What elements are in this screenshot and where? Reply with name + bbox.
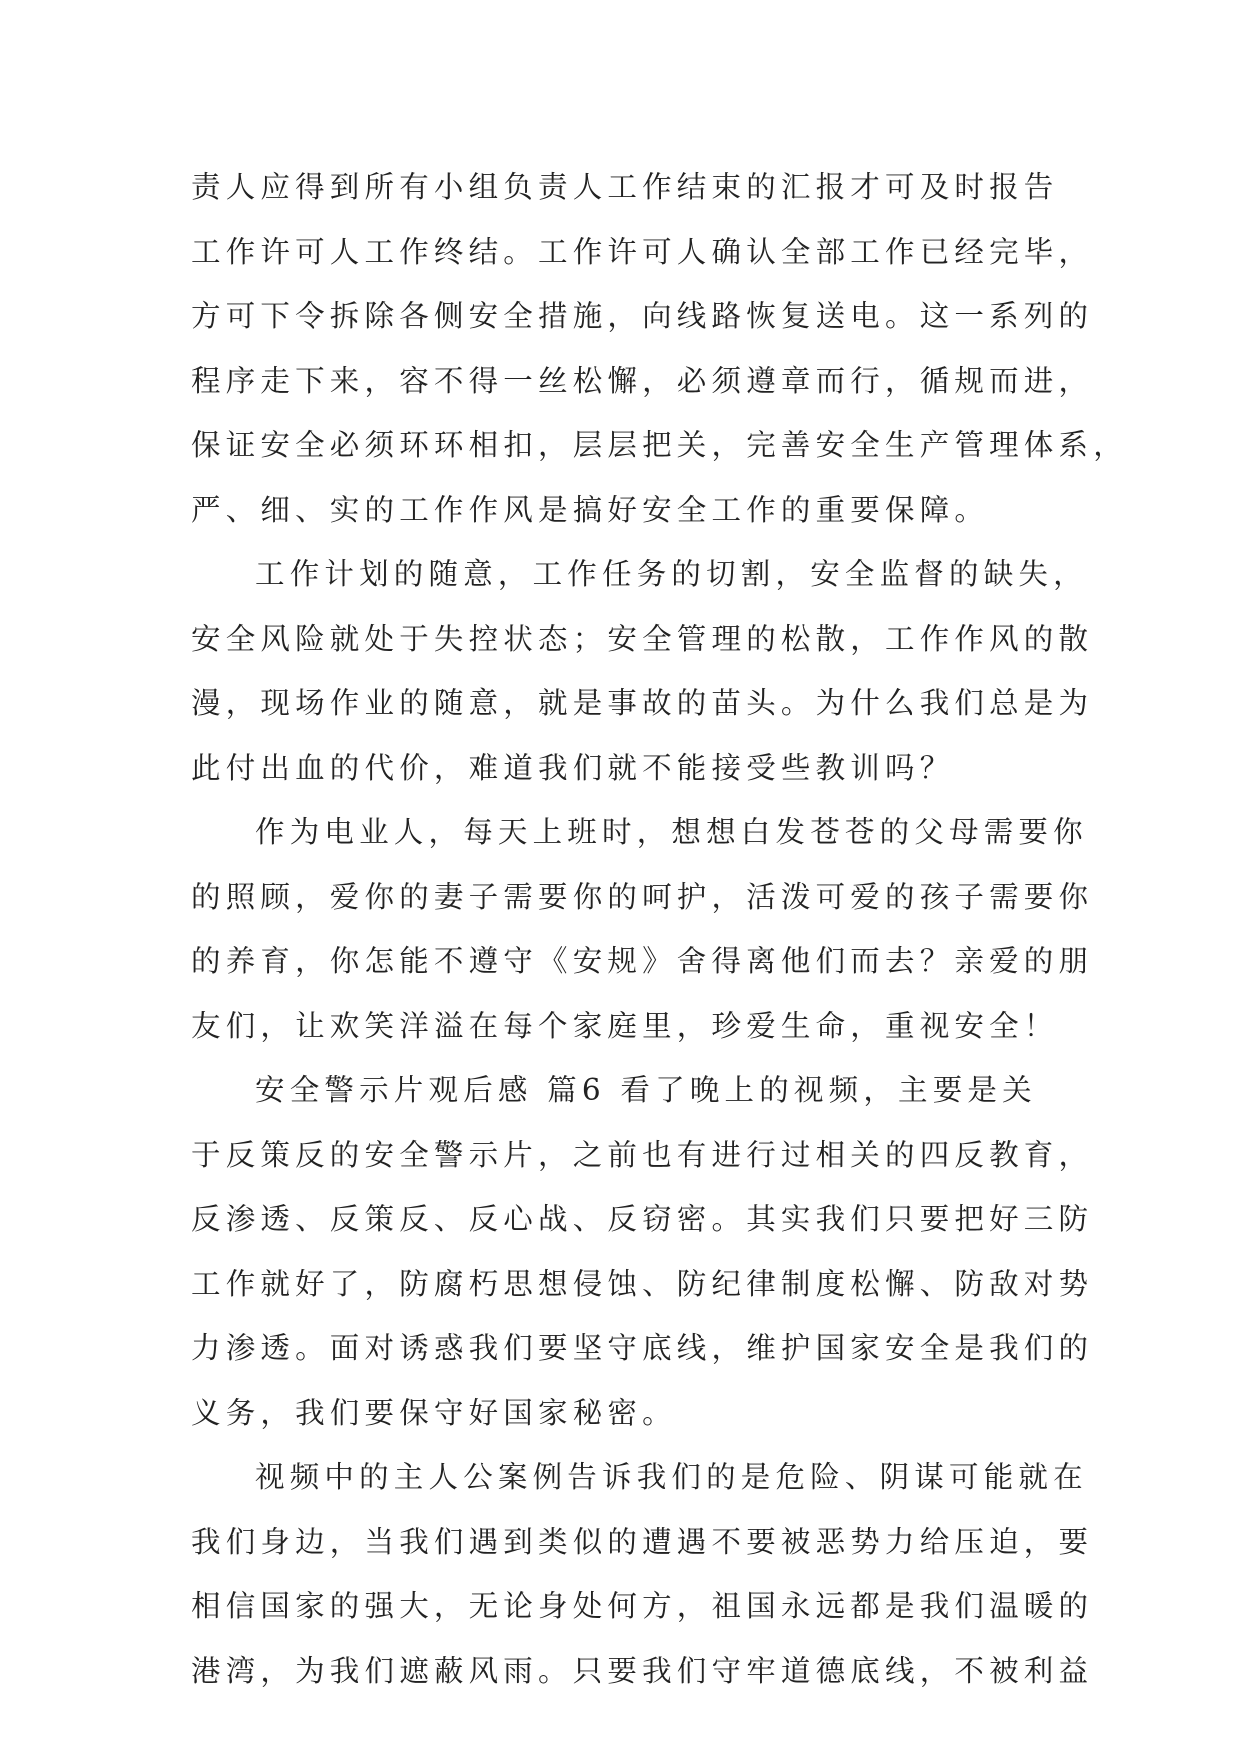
text-line: 反渗透、反策反、反心战、反窃密。其实我们只要把好三防 xyxy=(191,1202,1094,1236)
text-line: 程序走下来，容不得一丝松懈，必须遵章而行，循规而进， xyxy=(191,363,1094,398)
text-line: 工作许可人工作终结。工作许可人确认全部工作已经完毕， xyxy=(191,234,1094,269)
text-line: 责人应得到所有小组负责人工作结束的汇报才可及时报告 xyxy=(191,170,1059,204)
text-line: 保证安全必须环环相扣，层层把关，完善安全生产管理体系， xyxy=(191,428,1128,462)
text-line: 相信国家的强大，无论身处何方，祖国永远都是我们温暖的 xyxy=(191,1589,1094,1623)
text-line: 于反策反的安全警示片，之前也有进行过相关的四反教育， xyxy=(191,1137,1094,1172)
text-line: 的养育，你怎能不遵守《安规》舍得离他们而去？亲爱的朋 xyxy=(191,944,1094,978)
text-line: 的照顾，爱你的妻子需要你的呵护，活泼可爱的孩子需要你 xyxy=(191,879,1094,914)
text-line: 工作计划的随意，工作任务的切割，安全监督的缺失， xyxy=(255,557,1088,591)
text-line: 力渗透。面对诱惑我们要坚守底线，维护国家安全是我们的 xyxy=(191,1331,1094,1365)
text-line: 严、细、实的工作作风是搞好安全工作的重要保障。 xyxy=(191,492,990,527)
text-line: 视频中的主人公案例告诉我们的是危险、阴谋可能就在 xyxy=(255,1460,1088,1494)
text-line: 安全风险就处于失控状态；安全管理的松散，工作作风的散 xyxy=(191,621,1094,656)
text-line: 我们身边，当我们遇到类似的遭遇不要被恶势力给压迫，要 xyxy=(191,1524,1094,1559)
text-line: 作为电业人，每天上班时，想想白发苍苍的父母需要你 xyxy=(255,815,1088,849)
text-line: 方可下令拆除各侧安全措施，向线路恢复送电。这一系列的 xyxy=(191,299,1094,333)
text-line: 义务，我们要保守好国家秘密。 xyxy=(191,1395,677,1430)
text-line: 安全警示片观后感 篇6 看了晚上的视频，主要是关 xyxy=(255,1073,1037,1107)
text-line: 工作就好了，防腐朽思想侵蚀、防纪律制度松懈、防敌对势 xyxy=(191,1266,1094,1301)
text-line: 此付出血的代价，难道我们就不能接受些教训吗？ xyxy=(191,750,955,785)
document-body xyxy=(191,155,1128,1703)
text-line: 友们，让欢笑洋溢在每个家庭里，珍爱生命，重视安全！ xyxy=(191,1008,1059,1043)
text-line: 漫，现场作业的随意，就是事故的苗头。为什么我们总是为 xyxy=(191,686,1094,720)
text-line: 港湾，为我们遮蔽风雨。只要我们守牢道德底线，不被利益 xyxy=(191,1653,1094,1688)
